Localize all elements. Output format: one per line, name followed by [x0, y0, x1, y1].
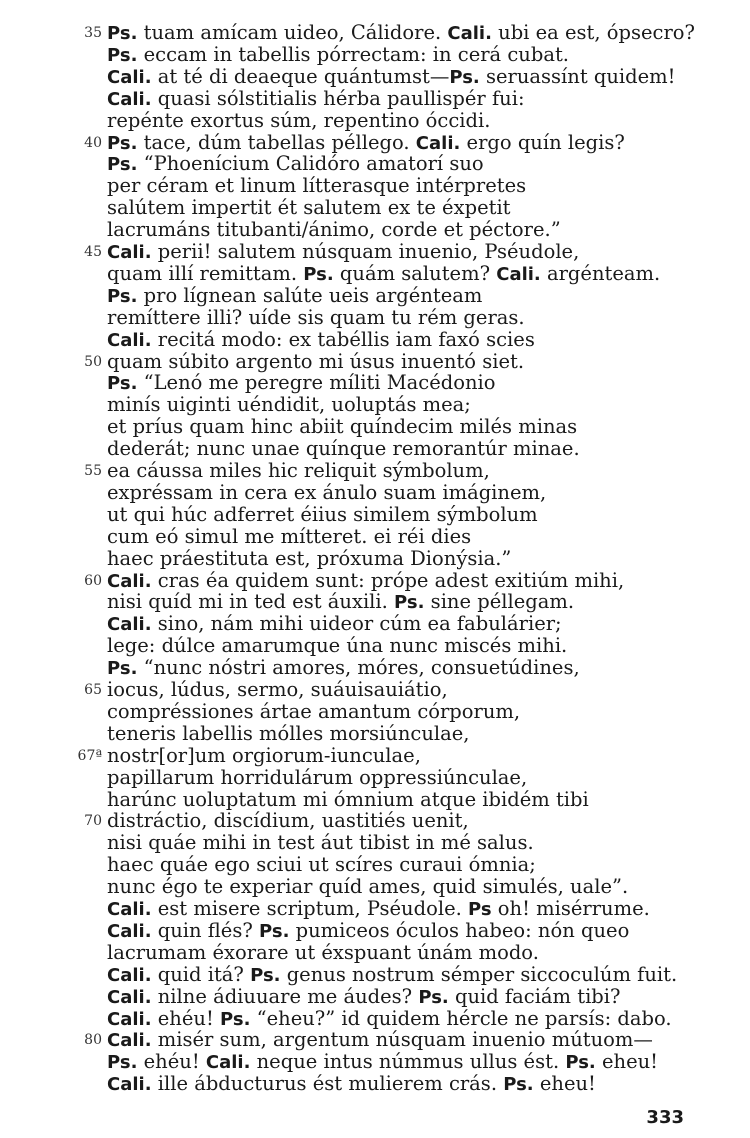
verse-text: [107, 657, 580, 680]
verse-text: [107, 810, 469, 832]
verse-fragment: eheu!: [533, 1072, 596, 1096]
verse-text: [107, 767, 527, 789]
verse-fragment: haec práestituta est, próxuma Dionýsia.”: [107, 546, 512, 570]
verse-fragment: quam súbito argento mi úsus inuentó siet.: [107, 349, 525, 373]
verse-fragment: quid faciám tibi?: [448, 984, 621, 1008]
verse-text: [107, 175, 526, 197]
verse-fragment: lacrumam éxorare ut éxspuant únám modo.: [107, 940, 539, 964]
verse-fragment: ille ábducturus ést mulierem crás.: [151, 1072, 504, 1096]
line-number: 55: [84, 463, 102, 479]
speaker-label: Ps.: [259, 920, 290, 942]
verse-fragment: minís uiginti uéndidit, uoluptás mea;: [107, 393, 471, 417]
speaker-label: Cali.: [107, 66, 152, 88]
verse-text: [107, 591, 574, 614]
verse-fragment: ehéu!: [137, 1050, 206, 1074]
verse-text: [107, 263, 660, 286]
verse-text: [107, 986, 621, 1009]
verse-text: [107, 920, 629, 943]
verse-fragment: teneris labellis mólles morsiúnculae,: [107, 721, 470, 745]
speaker-label: Cali.: [107, 986, 152, 1008]
speaker-label: Ps.: [107, 285, 138, 307]
verse-fragment: ehéu!: [151, 1006, 220, 1030]
speaker-label: Cali.: [107, 1030, 152, 1052]
line-number: 70: [84, 813, 102, 830]
verse-fragment: harúnc uoluptatum mi ómnium atque ibidém tibi: [107, 787, 589, 811]
verse-text: [107, 416, 577, 438]
verse-text: [107, 789, 589, 811]
verse-fragment: dederát; nunc unae quínque remorantúr minae.: [107, 437, 580, 461]
page-number: 333: [646, 1107, 684, 1128]
speaker-label: Ps.: [303, 263, 334, 285]
verse-text: [107, 570, 624, 593]
verse-text: [107, 66, 676, 89]
verse-fragment: oh! misérrume.: [491, 897, 650, 920]
speaker-label: Ps.: [394, 592, 425, 614]
speaker-label: Cali.: [496, 263, 541, 285]
verse-fragment: seruassínt quidem!: [479, 64, 676, 88]
verse-fragment: tace, dúm tabellas péllego.: [137, 130, 416, 154]
verse-fragment: iocus, lúdus, sermo, suáuisauiátio,: [107, 678, 448, 701]
verse-fragment: haec quáe ego sciui ut scíres curaui ómnia;: [107, 853, 536, 877]
line-number: 40: [84, 134, 102, 151]
verse-fragment: ubi ea est, ópsecro?: [491, 21, 695, 44]
verse-fragment: per céram et linum lítterasque intérpretes: [107, 174, 527, 198]
verse-text: [107, 197, 511, 219]
verse-fragment: remíttere illi? uíde sis quam tu rém geras.: [107, 305, 525, 329]
verse-fragment: “eheu?” id quidem hércle ne parsís: dabo.: [250, 1006, 672, 1030]
verse-text: [107, 219, 561, 241]
verse-text: [107, 635, 567, 657]
verse-text: [107, 44, 569, 67]
speaker-label: Ps.: [107, 132, 138, 154]
speaker-label: Ps.: [107, 44, 138, 66]
speaker-label: Ps.: [107, 373, 138, 395]
verse-text: [107, 526, 471, 548]
verse-fragment: sine péllegam.: [424, 590, 575, 614]
verse-fragment: compréssiones ártae amantum córporum,: [107, 699, 521, 723]
verse-fragment: “nunc nóstri amores, móres, consuetúdines,: [137, 656, 580, 680]
line-number: 50: [84, 353, 102, 370]
line-number: 35: [84, 25, 102, 41]
verse-text: [107, 832, 534, 854]
verse-text: [107, 241, 579, 264]
speaker-label: Cali.: [107, 614, 152, 636]
speaker-label: Ps.: [565, 1052, 596, 1074]
verse-fragment: lacrumáns titubanti/ánimo, corde et péctore.”: [107, 218, 561, 242]
verse-fragment: eheu!: [595, 1050, 659, 1074]
verse-text: [107, 1051, 658, 1074]
verse-fragment: nisi quíd mi in ted est áuxili.: [107, 590, 395, 614]
verse-fragment: quin flés?: [151, 918, 259, 942]
speaker-label: Cali.: [107, 920, 152, 942]
verse-text: [107, 854, 536, 876]
verse-fragment: ergo quín legis?: [460, 130, 625, 154]
speaker-label: Ps.: [107, 154, 138, 176]
verse-fragment: cum eó simul me mítteret. ei réi dies: [107, 524, 472, 548]
verse-fragment: neque intus númmus ullus ést.: [250, 1050, 566, 1074]
verse-fragment: distráctio, discídium, uastitiés uenit,: [107, 809, 469, 833]
verse-fragment: ea cáussa miles hic reliquit sýmbolum,: [107, 459, 490, 482]
verse-text: [107, 88, 525, 111]
verse-text: [107, 701, 520, 723]
speaker-label: Cali.: [447, 23, 492, 44]
verse-fragment: lege: dúlce amarumque úna nunc miscés mihi.: [107, 634, 568, 658]
verse-text: [107, 394, 471, 416]
verse-text: [107, 504, 538, 526]
verse-text: [107, 964, 677, 987]
verse-text: [107, 307, 525, 329]
verse-fragment: nunc égo te experiar quíd ames, quid simulés, uale”.: [107, 875, 629, 899]
speaker-label: Ps.: [503, 1074, 534, 1096]
verse-text: [107, 548, 511, 570]
verse-text: [107, 285, 482, 308]
speaker-label: Cali.: [107, 570, 152, 592]
verse-fragment: at té di deaeque quántumst—: [151, 64, 450, 88]
verse-fragment: misér sum, argentum núsquam inuenio mútuom—: [151, 1028, 653, 1052]
verse-fragment: eccam in tabellis pórrectam: in cerá cubat.: [137, 42, 569, 66]
verse-fragment: quasi sólstitialis hérba paullispér fui:: [151, 86, 525, 110]
verse-text: [107, 1008, 672, 1031]
verse-fragment: pumiceos óculos habeo: nón queo: [289, 918, 630, 942]
verse-fragment: “Phoenícium Calidóro amatorí suo: [137, 152, 484, 176]
speaker-label: Cali.: [107, 1074, 152, 1096]
line-number: 45: [84, 244, 102, 260]
verse-text: [107, 942, 539, 964]
verse-text: [107, 329, 535, 352]
verse-fragment: quam illí remittam.: [107, 261, 304, 285]
speaker-label: Ps.: [250, 964, 281, 986]
verse-fragment: cras éa quidem sunt: próре adest exitiúm mihi,: [151, 568, 625, 592]
speaker-label: Ps.: [449, 66, 480, 88]
line-number: 60: [84, 572, 102, 589]
verse-fragment: nostr[or]um orgiorum-iunculae,: [107, 743, 421, 767]
verse-fragment: est misere scriptum, Pséudole.: [151, 897, 469, 920]
verse-text: [107, 876, 628, 898]
verse-text: [107, 460, 490, 482]
verse-fragment: ut qui húc adferret éiius similem sýmbolum: [107, 502, 538, 526]
line-number: 67ª: [77, 747, 102, 764]
verse-fragment: salútem impertit ét salutem ex te éxpetit: [107, 196, 511, 220]
verse-text: [107, 1029, 653, 1052]
verse-fragment: nilne ádiuuare me áudes?: [151, 984, 419, 1008]
verse-text: [107, 22, 695, 45]
verse-text: [107, 351, 524, 373]
speaker-label: Cali.: [107, 899, 152, 920]
verse-fragment: quid itá?: [151, 962, 251, 986]
verse-text: [107, 372, 496, 395]
verse-text: [107, 132, 625, 155]
verse-text: [107, 110, 490, 132]
verse-fragment: quám salutem?: [333, 261, 497, 285]
verse-fragment: expréssam in cera ex ánulo suam imáginem,: [107, 480, 547, 504]
speaker-label: Cali.: [107, 1008, 152, 1030]
speaker-label: Cali.: [107, 242, 152, 263]
line-number: 80: [84, 1032, 102, 1049]
speaker-label: Cali.: [107, 964, 152, 986]
verse-fragment: repénte exortus súm, repentino óccidi.: [107, 108, 491, 132]
speaker-label: Ps.: [418, 986, 449, 1008]
speaker-label: Ps: [468, 899, 492, 920]
verse-fragment: argénteam.: [540, 261, 661, 285]
verse-fragment: perii! salutem núsquam inuenio, Pséudole,: [151, 240, 580, 263]
verse-text: [107, 1073, 596, 1096]
verse-fragment: papillarum horridulárum oppressiúnculae,: [107, 765, 528, 789]
verse-text: [107, 613, 562, 636]
verse-text: [107, 723, 469, 745]
speaker-label: Cali.: [107, 329, 152, 351]
verse-text: [107, 482, 546, 504]
speaker-label: Ps.: [107, 658, 138, 680]
verse-text: [107, 745, 421, 767]
verse-fragment: “Lenó me peregre míliti Macédonio: [137, 371, 496, 395]
verse-fragment: recitá modo: ex tabéllis iam faxó scies: [151, 327, 535, 351]
verse-text: [107, 153, 484, 176]
speaker-label: Ps.: [107, 23, 138, 44]
verse-text: [107, 679, 448, 701]
verse-text: [107, 898, 650, 921]
speaker-label: Cali.: [205, 1052, 251, 1074]
speaker-label: Ps.: [107, 1052, 138, 1074]
speaker-label: Cali.: [107, 88, 152, 110]
verse-fragment: sino, nám mihi uideor cúm ea fabulárier;: [151, 612, 562, 636]
speaker-label: Cali.: [415, 132, 461, 154]
verse-fragment: genus nostrum sémper siccoculúm fuit.: [280, 962, 678, 986]
verse-text: [107, 438, 580, 460]
verse-fragment: et príus quam hinc abiit quíndecim milés minas: [107, 415, 578, 439]
speaker-label: Ps.: [219, 1008, 251, 1030]
line-number: 65: [84, 682, 102, 698]
verse-fragment: nisi quáe mihi in test áut tibist in mé salus.: [107, 831, 534, 855]
verse-fragment: pro lígnean salúte ueis argénteam: [137, 283, 483, 307]
verse-fragment: tuam amícam uideo, Cálidore.: [137, 21, 448, 44]
